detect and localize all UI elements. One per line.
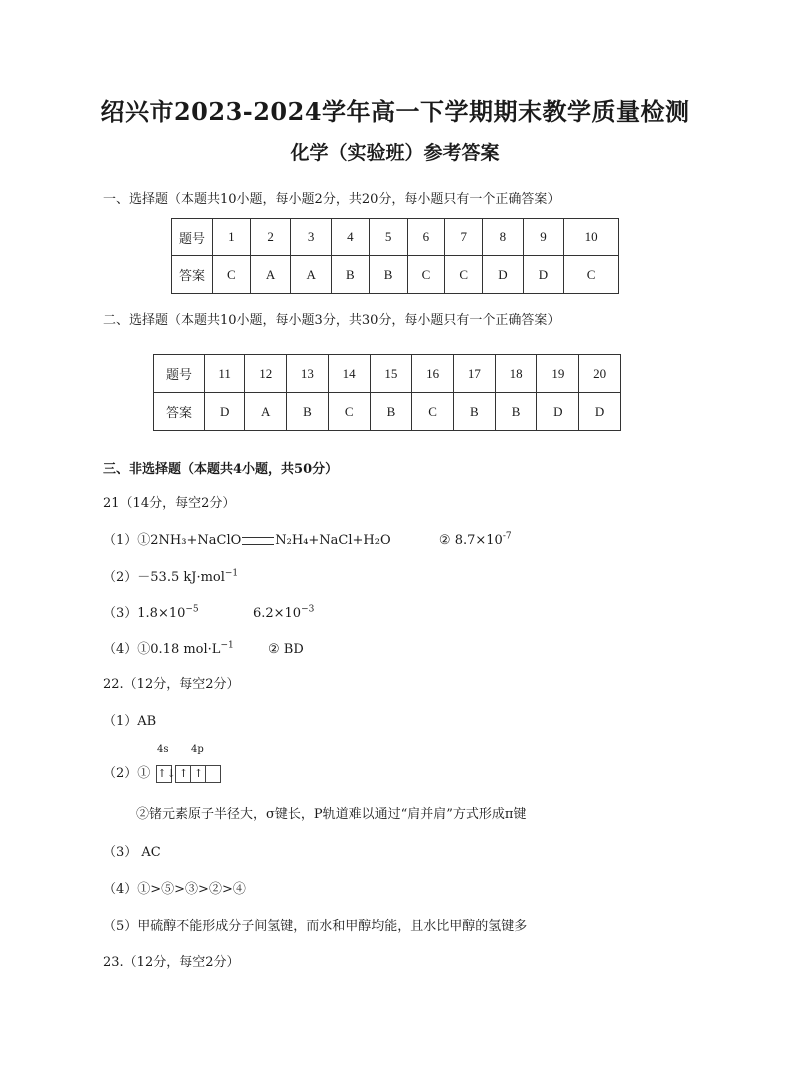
table-cell: A [250,256,291,294]
table-cell: 3 [291,219,332,256]
answer-value: 6.2×10 [252,606,302,621]
table-cell: 5 [369,219,407,256]
table-cell: D [523,256,564,294]
table-cell: C [445,256,483,294]
section1-answer-row [172,256,619,294]
q23-header: 23.（12分，每空2分） [103,955,240,970]
exponent: -7 [502,531,512,542]
part-label: （2）① [103,766,151,781]
section2-heading: 二、选择题（本题共10小题，每小题3分，共30分，每小题只有一个正确答案） [103,313,561,328]
table-cell: 14 [328,355,370,393]
orbital-box [205,765,221,783]
section2-answer-row [154,393,621,431]
table-cell: B [331,256,369,294]
q21-part2 [103,566,238,585]
table-cell: D [579,393,621,431]
table-cell: D [205,393,245,431]
section1-heading: 一、选择题（本题共10小题，每小题2分，共20分，每小题只有一个正确答案） [103,192,561,207]
q22-part1: （1）AB [103,714,157,729]
table-cell: 10 [564,219,619,256]
orbital-box: ↑ [190,765,206,783]
equation-lhs: ①2NH₃+NaClO [137,533,242,548]
row-label: 答案 [154,393,205,431]
table-cell: 19 [537,355,579,393]
q22-part2 [103,762,220,783]
table-cell: 2 [250,219,291,256]
orbital-box: ↑↓ [156,765,172,783]
table-cell: 20 [579,355,621,393]
table-cell: 7 [445,219,483,256]
table-cell: 1 [213,219,251,256]
table-cell: 18 [495,355,537,393]
section1-number-row [172,219,619,256]
q22-part3: （3） AC [103,845,161,860]
exponent: −1 [224,568,239,579]
row-label: 题号 [154,355,205,393]
row-label: 答案 [172,256,213,294]
table-cell: B [287,393,329,431]
orbital-diagram [156,765,220,783]
table-cell: 4 [331,219,369,256]
table-cell: 17 [454,355,496,393]
table-cell: C [328,393,370,431]
table-cell: 11 [205,355,245,393]
table-cell: C [564,256,619,294]
q21-part3 [103,602,314,621]
table-cell: B [370,393,412,431]
table-cell: 8 [483,219,524,256]
q21-header: 21（14分，每空2分） [103,496,236,511]
exponent: −1 [220,640,234,651]
table-cell: 13 [287,355,329,393]
table-cell: B [369,256,407,294]
table-cell: D [483,256,524,294]
answer-value: （2）－53.5 kJ·mol [103,570,225,585]
table-cell: A [245,393,287,431]
orbital-label-4s: 4s [157,744,169,755]
equation-rhs: N₂H₄+NaCl+H₂O [275,533,391,548]
section1-table [171,218,619,294]
section3-heading: 三、非选择题（本题共4小题，共50分） [103,462,339,477]
q22-header: 22.（12分，每空2分） [103,677,240,692]
table-cell: B [495,393,537,431]
answer-value: ② 8.7×10 [438,533,503,548]
table-cell: C [412,393,454,431]
orbital-box: ↑ [175,765,191,783]
answer-value: （4）①0.18 mol·L [103,642,221,657]
table-cell: D [537,393,579,431]
part-label: （1） [103,533,138,548]
row-label: 题号 [172,219,213,256]
q21-part1 [103,529,512,548]
q22-part4: （4）①>⑤>③>②>④ [103,882,246,897]
answer-value: （3）1.8×10 [103,606,186,621]
equal-sign-icon [242,537,274,545]
table-cell: 9 [523,219,564,256]
table-cell: B [454,393,496,431]
q22-part5: （5）甲硫醇不能形成分子间氢键，而水和甲醇均能，且水比甲醇的氢键多 [103,919,528,934]
exponent: −5 [185,604,199,615]
table-cell: C [213,256,251,294]
table-cell: 12 [245,355,287,393]
section2-table [153,354,621,431]
table-cell: C [407,256,445,294]
table-cell: 16 [412,355,454,393]
answer-value: ② BD [268,642,304,657]
table-cell: A [291,256,332,294]
q22-part2b: ②锗元素原子半径大，σ键长，P轨道难以通过“肩并肩”方式形成π键 [136,807,527,822]
table-cell: 15 [370,355,412,393]
document-title: 绍兴市2023-2024学年高一下学期期末教学质量检测 [100,97,690,126]
section2-number-row [154,355,621,393]
q21-part4 [103,638,304,657]
document-subtitle: 化学（实验班）参考答案 [290,142,500,164]
table-cell: 6 [407,219,445,256]
exponent: −3 [301,604,315,615]
orbital-label-4p: 4p [191,744,204,755]
